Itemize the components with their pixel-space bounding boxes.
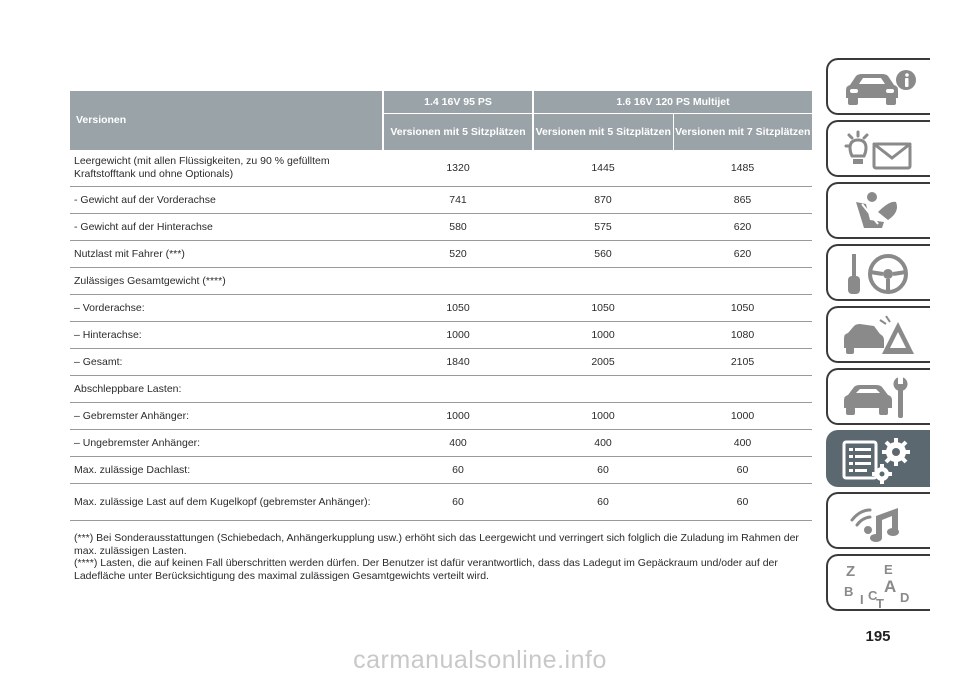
table-row: [70, 150, 812, 187]
chapter-tab-starting-driving[interactable]: [826, 244, 930, 301]
row-value-1: 580: [383, 214, 533, 241]
index-letter-d: D: [900, 590, 910, 605]
row-value-1: 400: [383, 430, 533, 457]
col-3-header: Versionen mit 7 Sitzplätzen: [673, 114, 812, 151]
row-value-3: 1485: [673, 150, 812, 187]
index-letter-z: Z: [846, 563, 856, 580]
header-engine-row: [70, 91, 812, 114]
row-value-1: [383, 376, 533, 403]
row-label: - Gewicht auf der Vorderachse: [70, 187, 383, 214]
row-label: – Ungebremster Anhänger:: [70, 430, 383, 457]
car-accident-warning-icon: [840, 312, 916, 360]
index-letter-i: I: [860, 592, 864, 607]
row-value-3: 60: [673, 484, 812, 521]
row-value-1: 1050: [383, 295, 533, 322]
table-row: [70, 322, 812, 349]
row-value-3: 865: [673, 187, 812, 214]
table-row: [70, 214, 812, 241]
row-value-2: [533, 268, 673, 295]
index-letter-t: T: [876, 596, 884, 608]
row-label: Max. zulässige Last auf dem Kugelkopf (gebremster Anhänger):: [70, 484, 383, 521]
engine-1-header: 1.4 16V 95 PS: [383, 91, 533, 114]
chapter-tab-warning-lights[interactable]: [826, 120, 930, 177]
row-value-2: 870: [533, 187, 673, 214]
row-value-1: 1320: [383, 150, 533, 187]
row-value-1: 741: [383, 187, 533, 214]
row-label: – Gesamt:: [70, 349, 383, 376]
row-value-3: 2105: [673, 349, 812, 376]
row-value-2: 2005: [533, 349, 673, 376]
table-row: [70, 349, 812, 376]
seat-airbag-icon: [840, 188, 916, 236]
row-value-3: 1080: [673, 322, 812, 349]
row-value-2: [533, 376, 673, 403]
row-label: Zulässiges Gesamtgewicht (****): [70, 268, 383, 295]
row-value-3: 1050: [673, 295, 812, 322]
table-row: [70, 268, 812, 295]
chapter-tab-multimedia[interactable]: [826, 492, 930, 549]
row-value-3: 620: [673, 214, 812, 241]
row-label: – Hinterachse:: [70, 322, 383, 349]
engine-2-header: 1.6 16V 120 PS Multijet: [533, 91, 812, 114]
row-value-2: 400: [533, 430, 673, 457]
row-value-2: 60: [533, 457, 673, 484]
footnote-3-stars: (***) Bei Sonderausstattungen (Schiebedach, Anhängerkupplung usw.) erhöht sich das Leergewicht und verringert sich folglich die Zuladung im Rahmen der max. zulässigen Lasten.: [74, 532, 799, 557]
index-letter-b: B: [844, 584, 854, 599]
table-row: [70, 484, 812, 521]
row-value-3: 1000: [673, 403, 812, 430]
chapter-tab-emergency[interactable]: [826, 306, 930, 363]
index-letter-c: C: [868, 588, 878, 603]
row-value-3: [673, 268, 812, 295]
table-row: [70, 376, 812, 403]
index-letter-a: A: [884, 577, 897, 596]
row-value-1: 520: [383, 241, 533, 268]
chapter-sidebar: [826, 58, 930, 616]
car-service-tools-icon: [840, 374, 916, 422]
row-value-2: 60: [533, 484, 673, 521]
row-label: Max. zulässige Dachlast:: [70, 457, 383, 484]
chapter-tab-safety[interactable]: [826, 182, 930, 239]
row-value-2: 1000: [533, 322, 673, 349]
row-value-2: 560: [533, 241, 673, 268]
chapter-tab-technical-data[interactable]: [826, 430, 930, 487]
col-2-header: Versionen mit 5 Sitzplätzen: [533, 114, 673, 151]
row-value-2: 1000: [533, 403, 673, 430]
row-label: Abschleppbare Lasten:: [70, 376, 383, 403]
chapter-tab-service[interactable]: [826, 368, 930, 425]
row-value-2: 1445: [533, 150, 673, 187]
page-number: 195: [865, 628, 891, 645]
chapter-tab-vehicle-info[interactable]: [826, 58, 930, 115]
row-label: – Gebremster Anhänger:: [70, 403, 383, 430]
footnote-4-stars: (****) Lasten, die auf keinen Fall überschritten werden dürfen. Der Benutzer ist dafür verantwortlich, dass das Ladegut im Gepäckraum und/oder auf der Ladefläche unter Berücksichtigung des maximal zulässigen Gesamtgewichts verteilt wird.: [74, 557, 778, 582]
alphabetical-index-icon: [840, 560, 916, 608]
warning-light-message-icon: [840, 126, 916, 174]
versions-header: Versionen: [70, 91, 383, 150]
car-info-icon: [840, 64, 916, 112]
row-label: Leergewicht (mit allen Flüssigkeiten, zu 90 % gefülltem Kraftstofftank und ohne Optionals): [70, 150, 383, 187]
row-value-3: 400: [673, 430, 812, 457]
row-value-1: 1840: [383, 349, 533, 376]
row-value-1: 60: [383, 484, 533, 521]
chapter-tab-index[interactable]: [826, 554, 930, 611]
row-label: Nutzlast mit Fahrer (***): [70, 241, 383, 268]
multimedia-music-icon: [840, 498, 916, 546]
table-row: [70, 403, 812, 430]
weights-table: [70, 91, 812, 521]
row-value-1: 1000: [383, 403, 533, 430]
row-value-1: 60: [383, 457, 533, 484]
row-value-3: 620: [673, 241, 812, 268]
row-label: – Vorderachse:: [70, 295, 383, 322]
row-value-3: [673, 376, 812, 403]
index-letter-e: E: [884, 562, 893, 577]
key-steering-wheel-icon: [840, 250, 916, 298]
row-value-2: 1050: [533, 295, 673, 322]
row-value-3: 60: [673, 457, 812, 484]
row-value-1: 1000: [383, 322, 533, 349]
table-row: [70, 457, 812, 484]
table-row: [70, 295, 812, 322]
technical-data-gears-icon: [840, 436, 916, 484]
row-value-1: [383, 268, 533, 295]
col-1-header: Versionen mit 5 Sitzplätzen: [383, 114, 533, 151]
table-row: [70, 187, 812, 214]
table-row: [70, 430, 812, 457]
row-value-2: 575: [533, 214, 673, 241]
footnotes: [74, 532, 814, 582]
row-label: - Gewicht auf der Hinterachse: [70, 214, 383, 241]
watermark: carmanualsonline.info: [353, 646, 607, 674]
table-row: [70, 241, 812, 268]
